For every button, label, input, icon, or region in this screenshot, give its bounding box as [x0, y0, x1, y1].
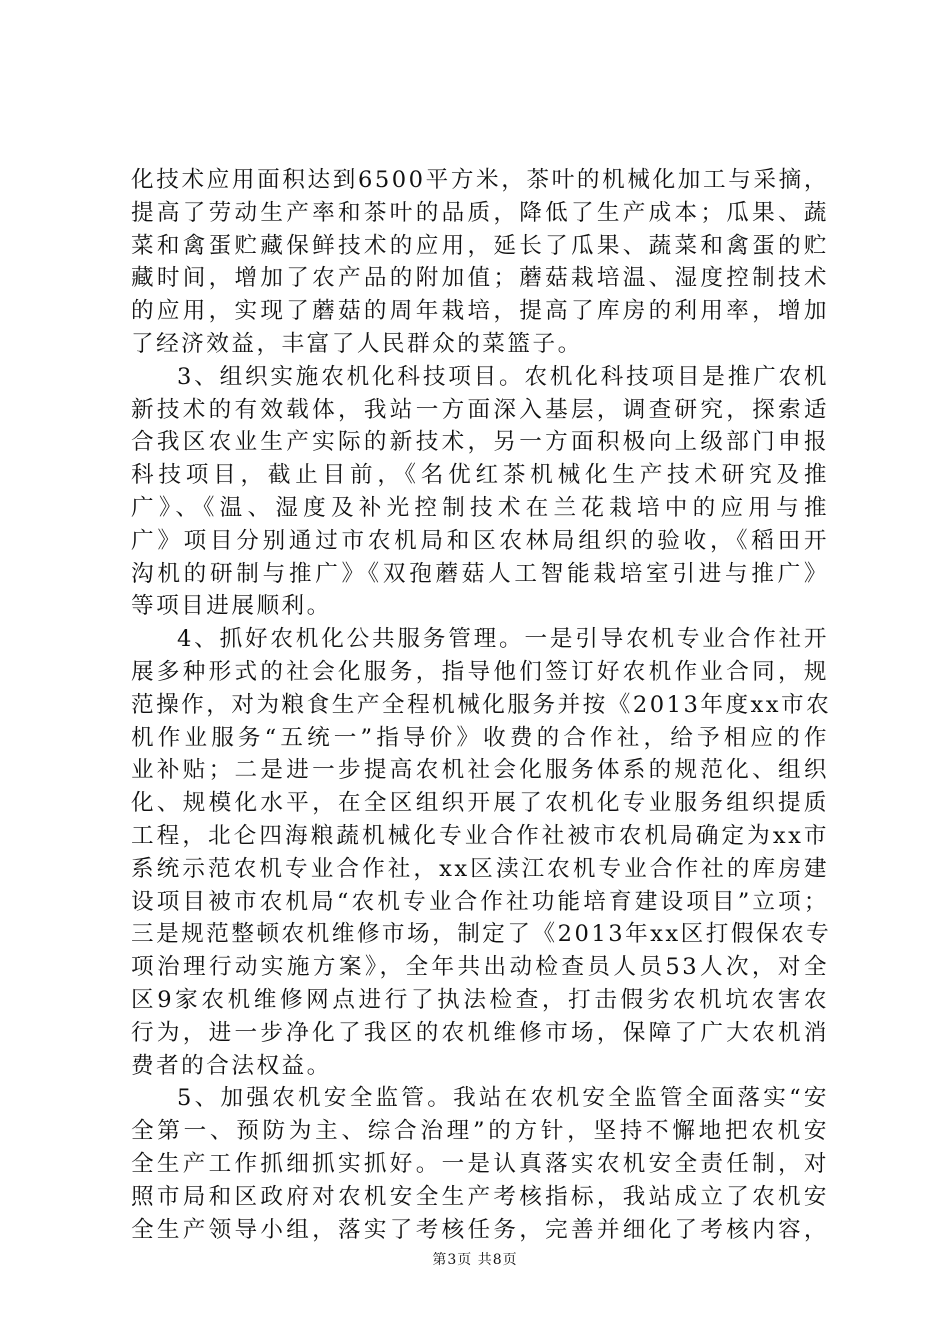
text-line: 全生产工作抓细抓实抓好。一是认真落实农机安全责任制，对 [131, 1150, 829, 1177]
text-line: 了经济效益，丰富了人民群众的菜篮子。 [131, 330, 583, 357]
text-line: 合我区农业生产实际的新技术，另一方面积极向上级部门申报 [131, 429, 829, 456]
text-line: 设项目被市农机局“农机专业合作社功能培育建设项目”立项； [131, 888, 829, 915]
text-line: 系统示范农机专业合作社，xx区渎江农机专业合作社的库房建 [131, 855, 829, 882]
text-line: 5、加强农机安全监管。我站在农机安全监管全面落实“安 [177, 1085, 829, 1112]
text-line: 全生产领导小组，落实了考核任务，完善并细化了考核内容， [131, 1216, 829, 1243]
text-line: 三是规范整顿农机维修市场，制定了《2013年xx区打假保农专 [131, 921, 832, 948]
text-line: 提高了劳动生产率和茶叶的品质，降低了生产成本；瓜果、蔬 [131, 199, 829, 226]
text-line: 照市局和区政府对农机安全生产考核指标，我站成立了农机安 [131, 1183, 829, 1210]
text-line: 沟机的研制与推广》《双孢蘑菇人工智能栽培室引进与推广》 [131, 560, 829, 587]
text-line: 化技术应用面积达到6500平方米，茶叶的机械化加工与采摘， [131, 167, 829, 193]
text-line: 费者的合法权益。 [131, 1052, 332, 1079]
text-line: 工程，北仑四海粮蔬机械化专业合作社被市农机局确定为xx市 [131, 822, 829, 849]
text-line: 4、抓好农机化公共服务管理。一是引导农机专业合作社开 [177, 626, 829, 653]
text-line: 的应用，实现了蘑菇的周年栽培，提高了库房的利用率，增加 [131, 298, 829, 325]
text-line: 科技项目，截止目前，《名优红茶机械化生产技术研究及推 [131, 462, 829, 489]
paragraph [131, 164, 829, 361]
text-line: 行为，进一步净化了我区的农机维修市场，保障了广大农机消 [131, 1019, 829, 1046]
page-footer: 第3页 共8页 [432, 1252, 518, 1268]
text-line: 范操作，对为粮食生产全程机械化服务并按《2013年度xx市农 [131, 691, 832, 718]
paragraph [131, 361, 829, 623]
text-line: 全第一、预防为主、综合治理”的方针，坚持不懈地把农机安 [131, 1118, 829, 1145]
text-line: 3、组织实施农机化科技项目。农机化科技项目是推广农机 [177, 363, 829, 390]
text-line: 等项目进展顺利。 [131, 593, 332, 620]
text-line: 机作业服务“五统一”指导价》收费的合作社，给予相应的作 [131, 724, 829, 751]
text-line: 新技术的有效载体，我站一方面深入基层，调查研究，探索适 [131, 396, 829, 423]
paragraph [131, 623, 832, 1082]
text-line: 区9家农机维修网点进行了执法检查，打击假劣农机坑农害农 [131, 986, 829, 1013]
text-line: 广》项目分别通过市农机局和区农林局组织的验收，《稻田开 [131, 527, 829, 554]
text-line: 项治理行动实施方案》，全年共出动检查员人员53人次，对全 [131, 954, 829, 981]
text-line: 藏时间，增加了农产品的附加值；蘑菇栽培温、湿度控制技术 [131, 265, 829, 292]
text-line: 广》、《温、湿度及补光控制技术在兰花栽培中的应用与推 [131, 494, 829, 521]
text-line: 化、规模化水平，在全区组织开展了农机化专业服务组织提质 [131, 790, 829, 817]
text-line: 业补贴；二是进一步提高农机社会化服务体系的规范化、组织 [131, 757, 829, 784]
text-line: 展多种形式的社会化服务，指导他们签订好农机作业合同，规 [131, 658, 829, 685]
text-line: 菜和禽蛋贮藏保鲜技术的应用，延长了瓜果、蔬菜和禽蛋的贮 [131, 232, 829, 259]
paragraph [131, 1082, 829, 1246]
document-body [131, 164, 832, 1246]
